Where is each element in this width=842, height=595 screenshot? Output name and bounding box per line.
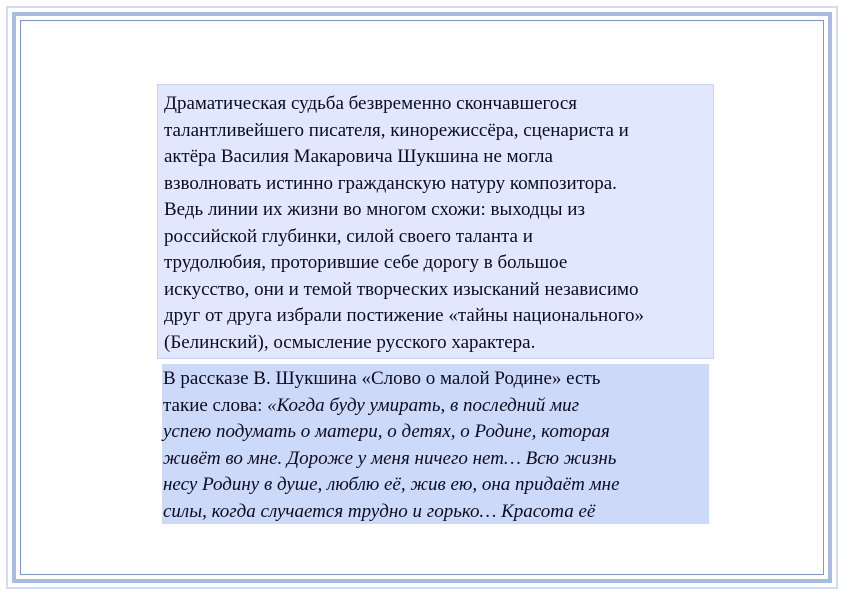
- paragraph-1-line: трудолюбия, проторившие себе дорогу в большое: [164, 252, 568, 273]
- paragraph-2-textbox: [162, 364, 709, 524]
- paragraph-2-line: [163, 393, 709, 420]
- paragraph-1-line: талантливейшего писателя, кинорежиссёра, сценариста и: [164, 119, 629, 141]
- paragraph-1-line: (Белинский), осмысление русского характера.: [164, 331, 536, 353]
- paragraph-2-line: В рассказе В. Шукшина «Слово о малой Родине» есть: [163, 368, 601, 389]
- paragraph-1-line: актёра Василия Макаровича Шукшина не могла: [164, 146, 553, 167]
- paragraph-1-line: Ведь линии их жизни во многом схожи: выходцы из: [164, 199, 585, 220]
- paragraph-1-line: российской глубинки, силой своего таланта и: [164, 225, 533, 247]
- paragraph-1-line: друг от друга избрали постижение «тайны национального»: [164, 305, 645, 326]
- quote-line: успею подумать о матери, о детях, о Родине, которая: [163, 421, 610, 442]
- quote-line: несу Родину в душе, люблю её, жив ею, она придаёт мне: [163, 474, 620, 495]
- paragraph-1-line: Драматическая судьба безвременно скончавшегося: [164, 93, 578, 114]
- quote-text: «Когда буду умирать, в последний миг: [267, 394, 579, 416]
- paragraph-1-textbox: [157, 84, 714, 359]
- quote-line: живёт во мне. Дороже у меня ничего нет… Всю жизнь: [163, 447, 617, 469]
- paragraph-2-intro-text: такие слова:: [163, 394, 268, 416]
- paragraph-1-line: взволновать истинно гражданскую натуру композитора.: [164, 172, 617, 194]
- paragraph-1-line: искусство, они и темой творческих изысканий независимо: [164, 278, 639, 300]
- quote-line: силы, когда случается трудно и горько… Красота её: [163, 500, 596, 522]
